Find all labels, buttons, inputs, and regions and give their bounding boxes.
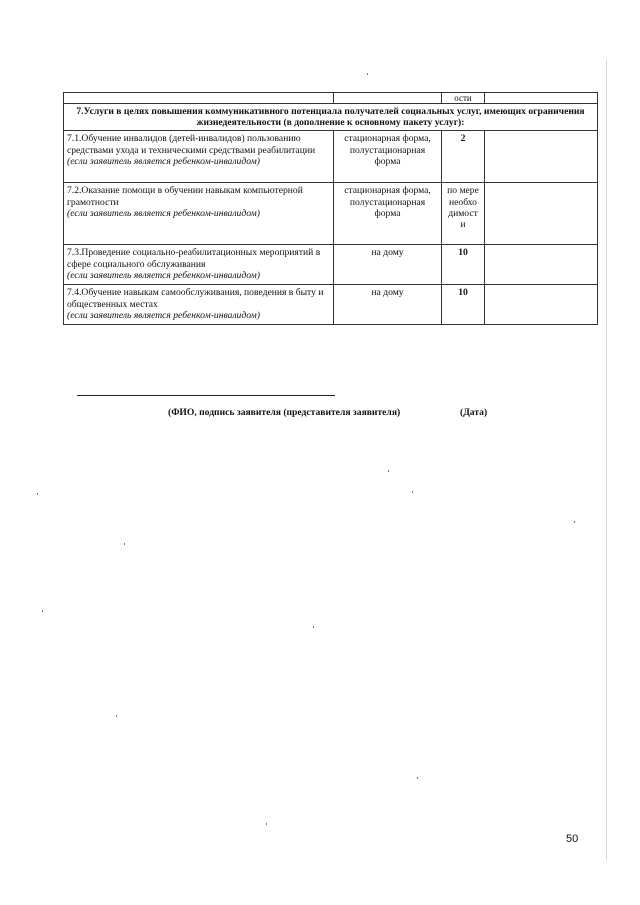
section-title: 7.Услуги в целях повышения коммуникативного потенциала получателей социальных услуг, имеющих ограничения жизнедеятельности (в дополнение к основному пакету услуг): (64, 104, 598, 131)
section-header-row (64, 104, 598, 131)
signature-line (77, 395, 335, 396)
form-cell: на дому (334, 245, 442, 285)
table-row (64, 183, 598, 245)
scan-speck (37, 493, 38, 495)
extra-cell (485, 183, 598, 245)
count-cell: по мере необхо димост и (442, 183, 485, 245)
form-cell: на дому (334, 285, 442, 325)
scan-speck (574, 521, 575, 523)
service-note: (если заявитель является ребенком-инвалидом) (67, 309, 260, 321)
service-cell (64, 131, 334, 183)
count-cell: 10 (442, 245, 485, 285)
service-note: (если заявитель является ребенком-инвалидом) (67, 269, 260, 281)
date-caption: (Дата) (460, 407, 488, 418)
count-cell: 10 (442, 285, 485, 325)
service-name: 7.2.Оказание помощи в обучении навыкам компьютерной грамотности (67, 185, 303, 208)
service-cell (64, 285, 334, 325)
extra-cell (485, 245, 598, 285)
service-name: 7.3.Проведение социально-реабилитационных мероприятий в сфере социального обслуживания (67, 247, 321, 270)
service-cell (64, 183, 334, 245)
table-row (64, 285, 598, 325)
scan-speck (388, 470, 389, 472)
page-number: 50 (566, 833, 579, 845)
top-cell: ости (442, 93, 485, 104)
scan-speck (124, 543, 125, 545)
signature-caption: (ФИО, подпись заявителя (представителя заявителя) (168, 407, 401, 418)
scan-speck (266, 823, 267, 825)
top-cell (334, 93, 442, 104)
count-cell: 2 (442, 131, 485, 183)
extra-cell (485, 131, 598, 183)
scan-speck (313, 626, 314, 628)
table-row (64, 131, 598, 183)
form-cell: стационарная форма, полустационарная форма (334, 183, 442, 245)
top-cell (485, 93, 598, 104)
service-cell (64, 245, 334, 285)
scan-speck (417, 777, 418, 779)
scan-speck (42, 610, 43, 612)
extra-cell (485, 285, 598, 325)
service-name: 7.1.Обучение инвалидов (детей-инвалидов) пользованию средствами ухода и техническими средствами реабилитации (67, 133, 316, 156)
table-top-row (64, 93, 598, 104)
scan-speck (116, 715, 117, 717)
top-cell (64, 93, 334, 104)
table-row (64, 245, 598, 285)
scan-speck (412, 491, 413, 493)
service-note: (если заявитель является ребенком-инвалидом) (67, 155, 260, 167)
service-name: 7.4.Обучение навыкам самообслуживания, поведения в быту и общественных местах (67, 287, 324, 310)
scan-speck (367, 73, 368, 75)
page-edge-line (606, 60, 607, 860)
services-table (63, 92, 598, 325)
form-cell: стационарная форма, полустационарная форма (334, 131, 442, 183)
service-note: (если заявитель является ребенком-инвалидом) (67, 207, 260, 219)
